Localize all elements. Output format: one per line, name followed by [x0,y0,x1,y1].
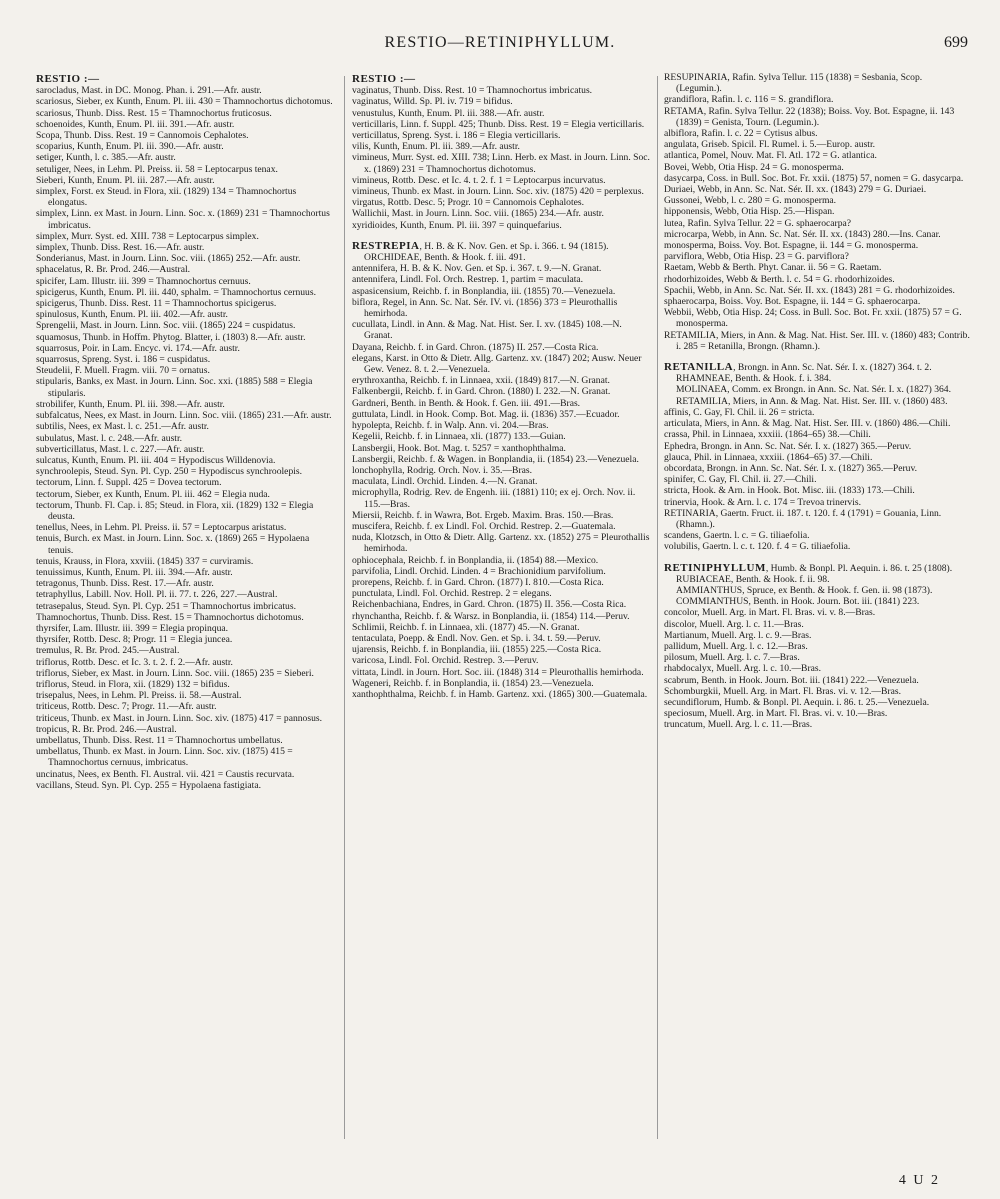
index-entry: pallidum, Muell. Arg. l. c. 12.—Bras. [664,640,808,652]
index-entry: microphylla, Rodrig. Rev. de Engenh. iii. (1881) 110; ex ej. Orch. Nov. ii. 115.—Bras. [352,487,636,510]
index-entry: subfalcatus, Nees, ex Mast. in Journ. Linn. Soc. viii. (1865) 231.—Afr. austr. [36,410,332,422]
index-entry: venustulus, Kunth, Enum. Pl. iii. 388.—Afr. austr. [352,107,545,119]
index-entry: tectorum, Sieber, ex Kunth, Enum. Pl. iii. 462 = Elegia nuda. [36,488,270,500]
index-entry: Dayana, Reichb. f. in Gard. Chron. (1875) II. 257.—Costa Rica. [352,341,599,353]
signature-mark: 4 U 2 [898,1173,940,1188]
index-entry: trinervia, Hook. & Arn. l. c. 174 = Trevoa trinervis. [664,496,861,508]
index-entry: lonchophylla, Rodrig. Orch. Nov. i. 35.—Bras. [352,464,533,476]
index-entry: Ephedra, Brongn. in Ann. Sc. Nat. Sér. I. x. (1827) 365.—Peruv. [664,440,912,452]
genus-heading: RESTIO :— [352,73,416,85]
index-entry: spicigerus, Thunb. Diss. Rest. 11 = Thamnochortus spicigerus. [36,298,277,310]
index-entry: tectorum, Thunb. Fl. Cap. i. 85; Steud. in Flora, xii. (1829) 132 = Elegia deusta. [36,499,314,522]
index-entry: RETAMILIA, Miers, in Ann. & Mag. Nat. Hist. Ser. III. v. (1860) 483; Contrib. i. 285 = Retanilla, Brongn. (Rhamn.). [664,329,970,352]
index-entry: xanthophthalma, Reichb. f. in Hamb. Gartenz. xxi. (1865) 300.—Guatemala. [352,688,648,700]
index-entry: ujarensis, Reichb. f. in Bonplandia, iii. (1855) 225.—Costa Rica. [352,644,602,656]
synonym-entry: RETAMILIA, Miers, in Ann. & Mag. Nat. Hist. Ser. III. v. (1860) 483. [676,395,948,407]
column-rule [344,76,345,1139]
index-entry: parvifolia, Lindl. Orchid. Linden. 4 = Brachionidium parvifolium. [352,565,606,577]
index-entry: triticeus, Rottb. Desc. 7; Progr. 11.—Afr. austr. [36,701,217,713]
index-entry: Kegelii, Reichb. f. in Linnaea, xli. (1877) 133.—Guian. [352,431,566,443]
index-entry: muscifera, Reichb. f. ex Lindl. Fol. Orchid. Restrep. 2.—Guatemala. [352,520,616,532]
index-entry: synchroolepis, Steud. Syn. Pl. Cyp. 250 = Hypodiscus synchroolepis. [36,466,303,478]
index-entry: Reichenbachiana, Endres, in Gard. Chron. (1875) II. 356.—Costa Rica. [352,599,627,611]
index-entry: squamosus, Thunb. in Hoffm. Phytog. Blatter, i. (1803) 8.—Afr. austr. [36,331,306,343]
synonym-list [664,585,970,607]
genus-reference: , Brongn. in Ann. Sc. Nat. Sér. I. x. (1827) 364. t. 2. RHAMNEAE, Benth. & Hook. f. i. 384. [676,362,932,385]
index-entry: Scopa, Thunb. Diss. Rest. 19 = Cannomois Cephalotes. [36,130,249,142]
index-entry: setuliger, Nees, in Lehm. Pl. Preiss. ii. 58 = Leptocarpus tenax. [36,163,278,175]
index-entry: verticillaris, Linn. f. Suppl. 425; Thunb. Diss. Rest. 19 = Elegia verticillaris. [352,118,645,130]
index-entry: vittata, Lindl. in Journ. Hort. Soc. iii. (1848) 314 = Pleurothallis hemirhoda. [352,666,644,678]
index-entry: parviflora, Webb, Otia Hisp. 23 = G. parviflora? [664,251,849,263]
index-entry: sulcatus, Kunth, Enum. Pl. iii. 404 = Hypodiscus Willdenovia. [36,454,276,466]
genus-name: RESTREPIA [352,239,420,252]
index-entry: varicosa, Lindl. Fol. Orchid. Restrep. 3.—Peruv. [352,655,539,667]
index-entry: pilosum, Muell. Arg. l. c. 7.—Bras. [664,652,800,664]
index-entry: tremulus, R. Br. Prod. 245.—Austral. [36,645,180,657]
index-entry: punctulata, Lindl. Fol. Orchid. Restrep. 2 = elegans. [352,588,552,600]
index-entry: vimineus, Thunb. ex Mast. in Journ. Linn. Soc. xiv. (1875) 420 = perplexus. [352,186,644,198]
index-entry: Schomburgkii, Muell. Arg. in Mart. Fl. Bras. vi. v. 12.—Bras. [664,685,901,697]
genus-entry [352,241,652,263]
index-entry: vilis, Kunth, Enum. Pl. iii. 389.—Afr. austr. [352,141,520,153]
index-entry: monosperma, Boiss. Voy. Bot. Espagne, ii. 144 = G. monosperma. [664,240,919,252]
index-entry: xyridioides, Kunth, Enum. Pl. iii. 397 = quinquefarius. [352,219,562,231]
index-entry: rhodorhizoides, Webb & Berth. l. c. 54 = G. rhodorhizoides. [664,273,895,285]
index-entry: sphaerocarpa, Boiss. Voy. Bot. Espagne, ii. 144 = G. sphaerocarpa. [664,296,921,308]
index-entry: maculata, Lindl. Orchid. Linden. 4.—N. Granat. [352,476,538,488]
index-entry: strobilifer, Kunth, Enum. Pl. iii. 398.—Afr. austr. [36,398,225,410]
index-entry: schoenoides, Kunth, Enum. Pl. iii. 391.—Afr. austr. [36,118,235,130]
index-entry: sarocladus, Mast. in DC. Monog. Phan. i. 291.—Afr. austr. [36,85,262,97]
index-entry: affinis, C. Gay, Fl. Chil. ii. 26 = stricta. [664,406,815,418]
column-1 [36,72,336,1161]
index-entry: grandiflora, Rafin. l. c. 116 = S. grandiflora. [664,94,834,106]
index-entry: tenuis, Krauss, in Flora, xxviii. (1845) 337 = curviramis. [36,555,254,567]
index-entry: Sieberi, Kunth, Enum. Pl. iii. 287.—Afr. austr. [36,174,215,186]
index-entry: tetraphyllus, Labill. Nov. Holl. Pl. ii. 77. t. 226, 227.—Austral. [36,589,278,601]
index-entry: spicifer, Lam. Illustr. iii. 399 = Thamnochortus cernuus. [36,275,251,287]
index-entry: tropicus, R. Br. Prod. 246.—Austral. [36,723,177,735]
running-title: RESTIO—RETINIPHYLLUM. [384,34,616,51]
index-entry: subverticillatus, Mast. l. c. 227.—Afr. austr. [36,443,205,455]
index-entry: articulata, Miers, in Ann. & Mag. Nat. Hist. Ser. III. v. (1860) 486.—Chili. [664,418,951,430]
index-entry: elegans, Karst. in Otto & Dietr. Allg. Gartenz. xv. (1847) 202; Ausw. Neuer Gew. Venez. 8. t. 2.—Venezuela. [352,352,642,376]
entry-list [352,85,652,231]
index-entry: thyrsifer, Rottb. Desc. 8; Progr. 11 = Elegia juncea. [36,634,233,646]
index-entry: Falkenbergii, Reichb. f. in Gard. Chron. (1880) I. 232.—N. Granat. [352,386,611,398]
index-entry: Martianum, Muell. Arg. l. c. 9.—Bras. [664,629,812,641]
index-entry: tenuissimus, Kunth, Enum. Pl. iii. 394.—Afr. austr. [36,566,233,578]
index-entry: subulatus, Mast. l. c. 248.—Afr. austr. [36,432,183,444]
index-entry: RETAMA, Rafin. Sylva Tellur. 22 (1838); Boiss. Voy. Bot. Espagne, ii. 143 (1839) = Genista, Tourn. (Legumin.). [664,105,955,128]
index-entry: hypoleptа, Reichb. f. in Walp. Ann. vi. 204.—Bras. [352,420,549,432]
index-entry: nuda, Klotzsch, in Otto & Dietr. Allg. Gartenz. xx. (1852) 275 = Pleurothallis hemirhoda. [352,532,650,555]
index-entry: umbellatus, Thunb. ex Mast. in Journ. Linn. Soc. xiv. (1875) 415 = Thamnochortus cernuus, imbricatus. [36,746,293,769]
index-entry: scariosus, Thunb. Diss. Rest. 15 = Thamnochortus fruticosus. [36,107,272,119]
index-entry: umbellatus, Thunb. Diss. Rest. 11 = Thamnochortus umbellatus. [36,734,283,746]
genus-name: RETANILLA [664,361,734,374]
index-entry: erythroxantha, Reichb. f. in Linnaea, xxii. (1849) 817.—N. Granat. [352,375,610,387]
index-entry: lutea, Rafin. Sylva Tellur. 22 = G. sphaerocarpa? [664,217,852,229]
page-number: 699 [944,34,968,51]
genus-reference: , Humb. & Bonpl. Pl. Aequin. i. 86. t. 25 (1808). RUBIACEAE, Benth. & Hook. f. ii. 98. [676,562,953,585]
index-entry: Duriaei, Webb, in Ann. Sc. Nat. Sér. II. xx. (1843) 279 = G. Duriaei. [664,184,927,196]
index-entry: crassa, Phil. in Linnaea, xxxiii. (1864–65) 38.—Chili. [664,429,871,441]
index-entry: Miersii, Reichb. f. in Wawra, Bot. Ergeb. Maxim. Bras. 150.—Bras. [352,509,614,521]
index-entry: glauca, Phil. in Linnaea, xxxiii. (1864–65) 37.—Chili. [664,451,873,463]
genus-heading: RESTIO :— [36,73,100,85]
index-entry: sphacelatus, R. Br. Prod. 246.—Austral. [36,264,191,276]
column-2 [352,72,652,1161]
index-entry: setiger, Kunth, l. c. 385.—Afr. austr. [36,152,176,164]
index-entry: simplex, Forst. ex Steud. in Flora, xii. (1829) 134 = Thamnochortus elongatus. [36,186,297,209]
index-entry: stipularis, Banks, ex Mast. in Journ. Linn. Soc. xxi. (1885) 588 = Elegia stipularis. [36,376,313,399]
index-entry: Spachii, Webb, in Ann. Sc. Nat. Sér. II. xx. (1843) 281 = G. rhodorhizoides. [664,284,955,296]
index-entry: vimineus, Rottb. Desc. et Ic. 4. t. 2. f. 1 = Leptocarpus incurvatus. [352,174,606,186]
index-entry: triflorus, Sieber, ex Mast. in Journ. Linn. Soc. viii. (1865) 235 = Sieberi. [36,667,314,679]
index-entry: Bovei, Webb, Otia Hisp. 24 = G. monosperma. [664,161,844,173]
index-entry: tenuis, Burch. ex Mast. in Journ. Linn. Soc. x. (1869) 265 = Hypolaena tenuis. [36,533,310,556]
index-entry: Sonderianus, Mast. in Journ. Linn. Soc. viii. (1865) 252.—Afr. austr. [36,253,301,265]
index-entry: volubilis, Gaertn. l. c. t. 120. f. 4 = G. tiliaefolia. [664,541,851,553]
synonym-entry: AMMIANTHUS, Spruce, ex Benth. & Hook. f. Gen. ii. 98 (1873). [676,584,933,596]
genus-name: RETINIPHYLLUM [664,561,766,574]
synonym-entry: MOLINAEA, Comm. ex Brongn. in Ann. Sc. Nat. Sér. I. x. (1827) 364. [676,384,951,396]
index-entry: Wageneri, Reichb. f. in Bonplandia, ii. (1854) 23.—Venezuela. [352,677,594,689]
index-entry: angulata, Griseb. Spicil. Fl. Rumel. i. 5.—Europ. austr. [664,139,876,151]
index-entry: simplex, Thunb. Diss. Rest. 16.—Afr. austr. [36,242,205,254]
index-entry: Gardneri, Benth. in Benth. & Hook. f. Gen. iii. 491.—Bras. [352,397,581,409]
entry-list [664,407,970,553]
index-entry: Thamnochortus, Thunb. Diss. Rest. 15 = Thamnochortus dichotomus. [36,611,304,623]
index-entry: microcarpa, Webb, in Ann. Sc. Nat. Sér. II. xx. (1843) 280.—Ins. Canar. [664,228,941,240]
entry-list [664,72,970,352]
column-rule [657,76,658,1139]
synonym-list [664,384,970,406]
index-entry: tetrasepalus, Steud. Syn. Pl. Cyp. 251 = Thamnochortus imbricatus. [36,600,296,612]
index-entry: Webbii, Webb, Otia Hisp. 24; Coss. in Bull. Soc. Bot. Fr. xxii. (1875) 57 = G. monosperma. [664,307,962,330]
index-entry: dasycarpa, Coss. in Bull. Soc. Bot. Fr. xxii. (1875) 57, nomen = G. dasycarpa. [664,172,964,184]
index-entry: tenellus, Nees, in Lehm. Pl. Preiss. ii. 57 = Leptocarpus aristatus. [36,522,287,534]
index-entry: obcordata, Brongn. in Ann. Sc. Nat. Sér. I. x. (1827) 365.—Peruv. [664,462,918,474]
index-entry: rhynchantha, Reichb. f. & Warsz. in Bonplandia, ii. (1854) 114.—Peruv. [352,610,630,622]
index-entry: ophiocephala, Reichb. f. in Bonplandia, ii. (1854) 88.—Mexico. [352,554,599,566]
index-entry: Raetam, Webb & Berth. Phyt. Canar. ii. 56 = G. Raetam. [664,262,882,274]
index-entry: tentaculata, Poepp. & Endl. Nov. Gen. et Sp. i. 34. t. 59.—Peruv. [352,632,601,644]
index-entry: spinulosus, Kunth, Enum. Pl. iii. 402.—Afr. austr. [36,309,228,321]
index-entry: albiflora, Rafin. l. c. 22 = Cytisus albus. [664,128,818,140]
index-entry: simplex, Linn. ex Mast. in Journ. Linn. Soc. x. (1869) 231 = Thamnochortus imbricatus. [36,208,330,231]
index-entry: virgatus, Rottb. Desc. 5; Progr. 10 = Cannomois Cephalotes. [352,197,585,209]
entry-list [664,607,970,730]
index-entry: tetragonus, Thunb. Diss. Rest. 17.—Afr. austr. [36,578,214,590]
index-entry: triflorus, Steud. in Flora, xii. (1829) 132 = bifidus. [36,678,230,690]
index-entry: secundiflorum, Humb. & Bonpl. Pl. Aequin. i. 86. t. 25.—Venezuela. [664,696,930,708]
index-entry: concolor, Muell. Arg. in Mart. Fl. Bras. vi. v. 8.—Bras. [664,607,876,619]
genus-entry [664,362,970,384]
index-entry: squarrosus, Poir. in Lam. Encyc. vi. 174.—Afr. austr. [36,342,240,354]
index-entry: Lansbergii, Reichb. f. & Wagen. in Bonplandia, ii. (1854) 23.—Venezuela. [352,453,639,465]
index-entry: squarrosus, Spreng. Syst. i. 186 = cuspidatus. [36,354,211,366]
index-entry: scoparius, Kunth, Enum. Pl. iii. 390.—Afr. austr. [36,141,224,153]
index-entry: rhabdocalyx, Muell. Arg. l. c. 10.—Bras. [664,663,822,675]
index-entry: vimineus, Murr. Syst. ed. XIII. 738; Linn. Herb. ex Mast. in Journ. Linn. Soc. x. (1869) 231 = Thamnochortus dichotomus. [352,152,650,175]
index-entry: scariosus, Sieber, ex Kunth, Enum. Pl. iii. 430 = Thamnochortus dichotomus. [36,96,333,108]
index-entry: Sprengelii, Mast. in Journ. Linn. Soc. viii. (1865) 224 = cuspidatus. [36,320,296,332]
index-entry: spicigerus, Kunth, Enum. Pl. iii. 440, sphalm. = Thamnochortus cernuus. [36,286,316,298]
entry-list [352,263,652,700]
index-entry: thyrsifer, Lam. Illustr. iii. 399 = Elegia propinqua. [36,622,229,634]
index-entry: tectorum, Linn. f. Suppl. 425 = Dovea tectorum. [36,477,222,489]
index-entry: simplex, Murr. Syst. ed. XIII. 738 = Leptocarpus simplex. [36,230,259,242]
index-entry: discolor, Muell. Arg. l. c. 11.—Bras. [664,618,804,630]
index-entry: hipponensis, Webb, Otia Hisp. 25.—Hispan. [664,206,835,218]
index-entry: aspasicensium, Reichb. f. in Bonplandia, iii. (1855) 70.—Venezuela. [352,285,616,297]
index-entry: subtilis, Nees, ex Mast. l. c. 251.—Afr. austr. [36,421,209,433]
index-entry: Schlimii, Reichb. f. in Linnaea, xli. (1877) 45.—N. Granat. [352,621,580,633]
synonym-entry: COMMIANTHUS, Benth. in Hook. Journ. Bot. iii. (1841) 223. [676,596,920,608]
index-entry: scabrum, Benth. in Hook. Journ. Bot. iii. (1841) 222.—Venezuela. [664,674,919,686]
index-entry: prorepens, Reichb. f. in Gard. Chron. (1877) I. 810.—Costa Rica. [352,576,604,588]
index-entry: vaginatus, Willd. Sp. Pl. iv. 719 = bifidus. [352,96,513,108]
index-entry: triticeus, Thunb. ex Mast. in Journ. Linn. Soc. xiv. (1875) 417 = pannosus. [36,712,323,724]
index-entry: Wallichii, Mast. in Journ. Linn. Soc. viii. (1865) 234.—Afr. austr. [352,208,604,220]
index-entry: triflorus, Rottb. Desc. et Ic. 3. t. 2. f. 2.—Afr. austr. [36,656,233,668]
index-entry: guttulata, Lindl. in Hook. Comp. Bot. Mag. ii. (1836) 357.—Ecuador. [352,408,620,420]
index-entry: RESUPINARIA, Rafin. Sylva Tellur. 115 (1838) = Sesbania, Scop. (Legumin.). [664,72,923,95]
index-entry: spinifer, C. Gay, Fl. Chil. ii. 27.—Chili. [664,474,817,486]
index-entry: scandens, Gaertn. l. c. = G. tiliaefolia. [664,530,810,542]
entry-list [36,85,336,791]
index-entry: antennifera, Lindl. Fol. Orch. Restrep. 1, partim = maculata. [352,274,584,286]
index-entry: speciosum, Muell. Arg. in Mart. Fl. Bras. vi. v. 10.—Bras. [664,708,888,720]
index-entry: RETINARIA, Gaertn. Fruct. ii. 187. t. 120. f. 4 (1791) = Gouania, Linn. (Rhamn.). [664,507,942,530]
index-entry: antennifera, H. B. & K. Nov. Gen. et Sp. i. 367. t. 9.—N. Granat. [352,263,602,275]
genus-reference: , H. B. & K. Nov. Gen. et Sp. i. 366. t. 94 (1815). ORCHIDEAE, Benth. & Hook. f. iii. 491. [364,240,609,264]
index-entry: cucullata, Lindl. in Ann. & Mag. Nat. Hist. Ser. I. xv. (1845) 108.—N. Granat. [352,319,622,342]
index-entry: Lansbergii, Hook. Bot. Mag. t. 5257 = xanthophthalma. [352,442,566,454]
index-entry: verticillatus, Spreng. Syst. i. 186 = Elegia verticillaris. [352,130,561,142]
index-entry: uncinatus, Nees, ex Benth. Fl. Austral. vii. 421 = Caustis recurvata. [36,768,295,780]
page-header [0,34,1000,58]
index-entry: biflora, Regel, in Ann. Sc. Nat. Sér. IV. vi. (1856) 373 = Pleurothallis hemirhoda. [352,296,618,320]
genus-entry [664,563,970,585]
index-entry: vaginatus, Thunb. Diss. Rest. 10 = Thamnochortus imbricatus. [352,85,593,97]
index-entry: stricta, Hook. & Arn. in Hook. Bot. Misc. iii. (1833) 173.—Chili. [664,485,915,497]
index-entry: vacillans, Steud. Syn. Pl. Cyp. 255 = Hypolaena fastigiata. [36,779,261,791]
index-entry: trisepalus, Nees, in Lehm. Pl. Preiss. ii. 58.—Austral. [36,690,242,702]
index-entry: Gussonei, Webb, l. c. 280 = G. monosperma. [664,195,837,207]
index-entry: atlantica, Pomel, Nouv. Mat. Fl. Atl. 172 = G. atlantica. [664,150,877,162]
index-entry: Steudelii, F. Muell. Fragm. viii. 70 = ornatus. [36,365,210,377]
index-entry: truncatum, Muell. Arg. l. c. 11.—Bras. [664,719,813,731]
column-3 [664,72,970,1161]
